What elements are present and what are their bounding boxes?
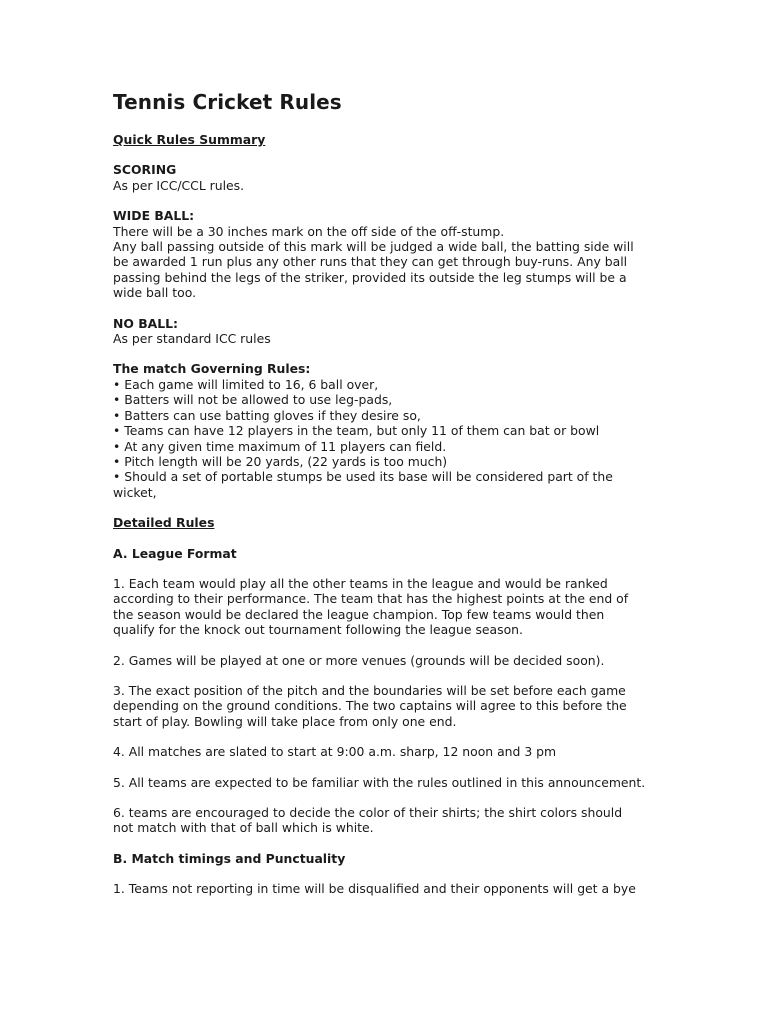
detailed-rules-heading: Detailed Rules (113, 515, 215, 531)
paragraph: 3. The exact position of the pitch and the boundaries will be set before each game depending on the ground conditions. The two captains will agree to this before the start of play. Bowling will take place from only one end. (113, 682, 627, 729)
list-item: • Should a set of portable stumps be used its base will be considered part of the wicket, (113, 469, 613, 500)
wide-ball-section (113, 208, 658, 300)
scoring-section (113, 162, 658, 193)
paragraph: 1. Each team would play all the other teams in the league and would be ranked according to their performance. The team that has the highest points at the end of the season would be declared the league champion. Top few teams would then qualify for the knock out tournament following the league season. (113, 575, 629, 638)
paragraph: 6. teams are encouraged to decide the color of their shirts; the shirt colors should not match with that of ball which is white. (113, 805, 623, 836)
paragraph: 5. All teams are expected to be familiar with the rules outlined in this announcement. (113, 774, 646, 790)
paragraph: 2. Games will be played at one or more venues (grounds will be decided soon). (113, 652, 605, 668)
scoring-heading: SCORING (113, 162, 177, 178)
list-item: • Each game will limited to 16, 6 ball over, (113, 376, 379, 392)
paragraph: 4. All matches are slated to start at 9:00 a.m. sharp, 12 noon and 3 pm (113, 744, 557, 760)
match-timings-heading: B. Match timings and Punctuality (113, 850, 346, 866)
list-item: • At any given time maximum of 11 players can field. (113, 438, 447, 454)
quick-rules-summary-heading: Quick Rules Summary (113, 132, 266, 147)
league-format-heading: A. League Format (113, 545, 237, 561)
paragraph: 1. Teams not reporting in time will be disqualified and their opponents will get a bye (113, 881, 636, 897)
governing-rules-section (113, 361, 658, 500)
match-timings-section (113, 851, 658, 897)
document-title: Tennis Cricket Rules (113, 90, 342, 114)
list-item: • Batters will not be allowed to use leg-pads, (113, 392, 393, 408)
wide-ball-text: There will be a 30 inches mark on the off side of the off-stump. Any ball passing outside of this mark will be judged a wide ball, the batting side will be awarded 1 run plus any other runs that they can get through buy-runs. Any ball passing behind the legs of the striker, provided its outside the leg stumps will be a wide ball too. (113, 223, 634, 301)
list-item: • Batters can use batting gloves if they desire so, (113, 407, 421, 423)
league-format-section (113, 546, 658, 836)
list-item: • Pitch length will be 20 yards, (22 yards is too much) (113, 453, 448, 469)
no-ball-heading: NO BALL: (113, 315, 178, 331)
governing-rules-list (113, 377, 658, 500)
no-ball-text: As per standard ICC rules (113, 331, 271, 347)
no-ball-section (113, 316, 658, 347)
wide-ball-heading: WIDE BALL: (113, 208, 195, 224)
governing-rules-heading: The match Governing Rules: (113, 361, 311, 377)
list-item: • Teams can have 12 players in the team, but only 11 of them can bat or bowl (113, 423, 600, 439)
document-page (113, 88, 658, 912)
scoring-text: As per ICC/CCL rules. (113, 177, 245, 193)
